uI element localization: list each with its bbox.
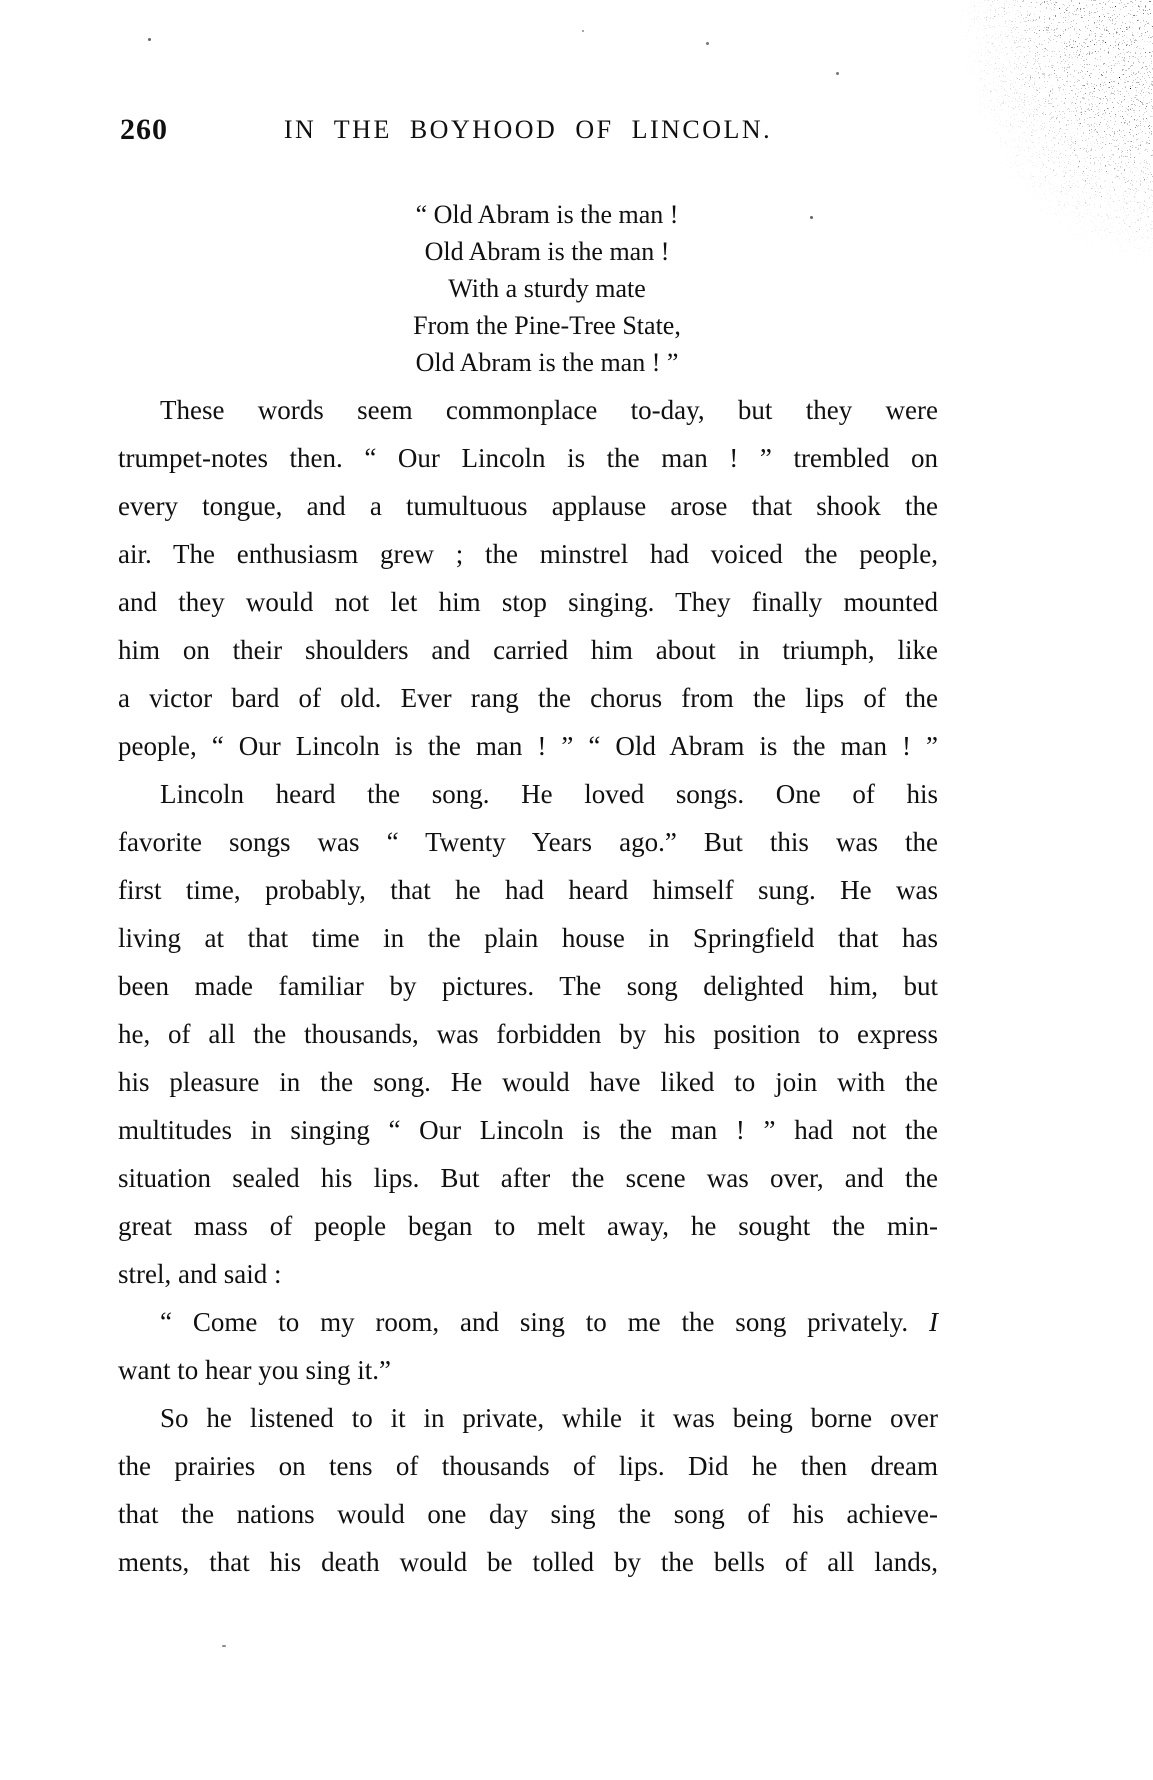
page-header [118,112,938,148]
verse-block [118,196,938,381]
ink-speck [582,30,584,32]
paragraph [118,770,938,1298]
body-line: situation sealed his lips. But after the scene was over, and the [118,1163,938,1193]
body-text [118,386,938,1586]
line-text: “ Come to my room, and sing to me the song privately. [160,1307,909,1337]
noise-texture [948,0,1153,420]
body-line: been made familiar by pictures. The song delighted him, but [118,971,938,1001]
paragraph [118,1394,938,1586]
ink-speck [222,1645,226,1647]
body-line: a victor bard of old. Ever rang the chorus from the lips of the [118,683,938,713]
page-number: 260 [120,113,168,146]
verse-line: “ Old Abram is the man ! [415,200,679,229]
ink-speck [706,42,709,45]
body-line: his pleasure in the song. He would have liked to join with the [118,1067,938,1097]
body-line: These words seem commonplace to-day, but they were [160,395,938,425]
ink-speck [836,72,839,75]
body-line: great mass of people began to melt away, he sought the min- [118,1211,938,1241]
body-line: people, “ Our Lincoln is the man ! ” “ Old Abram is the man ! ” [118,731,938,761]
body-line: So he listened to it in private, while it was being borne over [160,1403,938,1433]
body-line [118,1298,938,1346]
verse-line: Old Abram is the man ! [424,237,670,266]
body-line: first time, probably, that he had heard himself sung. He was [118,875,938,905]
body-line: that the nations would one day sing the song of his achieve- [118,1499,938,1529]
body-line: air. The enthusiasm grew ; the minstrel had voiced the people, [118,539,938,569]
body-line: he, of all the thousands, was forbidden by his position to express [118,1019,938,1049]
paragraph [118,1298,938,1394]
body-line: and they would not let him stop singing. They finally mounted [118,587,938,617]
verse-line: With a sturdy mate [448,274,646,303]
body-line: want to hear you sing it.” [118,1355,391,1385]
body-line: strel, and said : [118,1259,282,1289]
verse-line: From the Pine-Tree State, [413,311,681,340]
body-line: multitudes in singing “ Our Lincoln is the man ! ” had not the [118,1115,938,1145]
body-line: every tongue, and a tumultuous applause arose that shook the [118,491,938,521]
body-line: Lincoln heard the song. He loved songs. One of his [160,779,938,809]
ink-speck [148,38,151,41]
running-title: IN THE BOYHOOD OF LINCOLN. [283,115,773,144]
body-line: living at that time in the plain house in Springfield that has [118,923,938,953]
body-line: favorite songs was “ Twenty Years ago.” But this was the [118,827,938,857]
body-line: him on their shoulders and carried him about in triumph, like [118,635,938,665]
body-line: the prairies on tens of thousands of lips. Did he then dream [118,1451,938,1481]
verse-line: Old Abram is the man ! ” [415,348,679,377]
paragraph [118,386,938,770]
body-line: ments, that his death would be tolled by the bells of all lands, [118,1547,938,1577]
scan-noise-corner [948,0,1153,420]
italic-pronoun-I: I [929,1307,939,1337]
body-line: trumpet-notes then. “ Our Lincoln is the man ! ” trembled on [118,443,938,473]
